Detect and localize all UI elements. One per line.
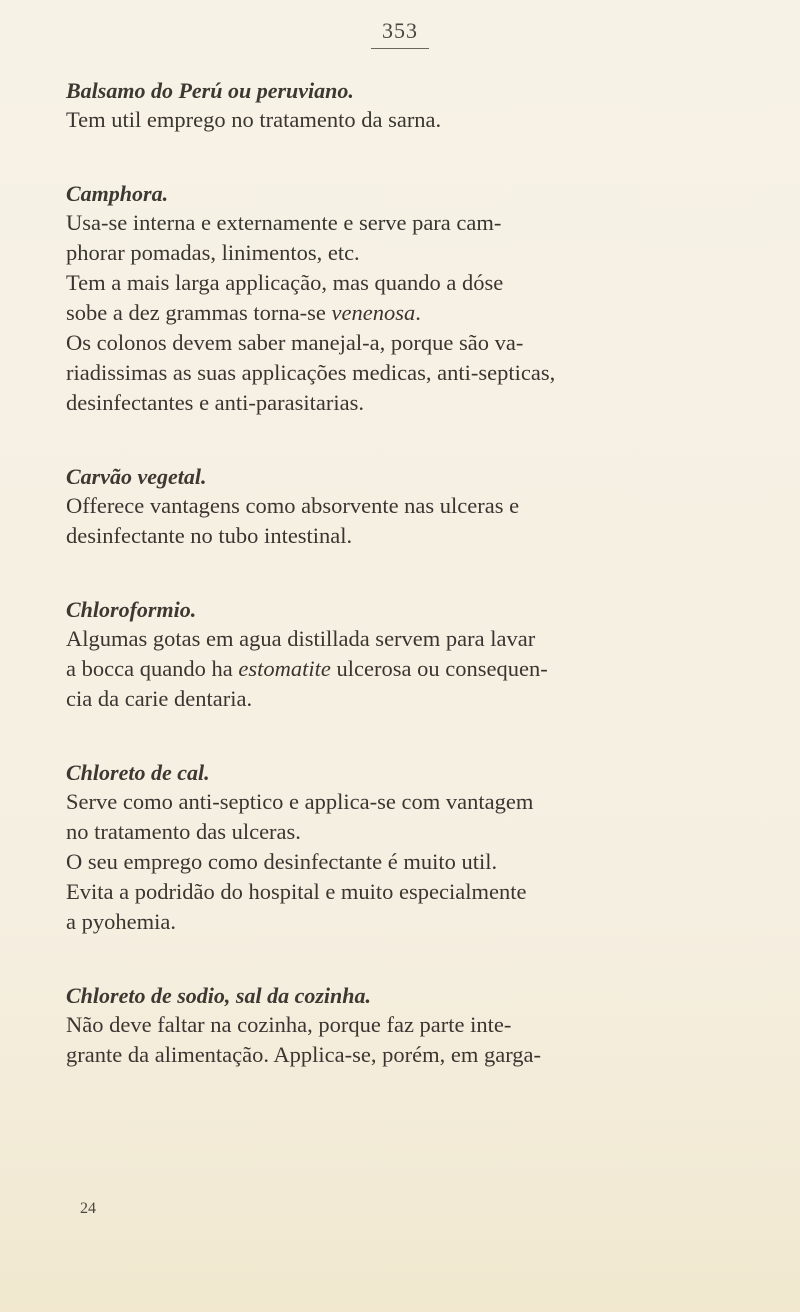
entry-title: Carvão vegetal. xyxy=(66,464,207,489)
text-line: Serve como anti-septico e applica-se com vantagem xyxy=(66,789,534,814)
entry-chloreto-de-sodio xyxy=(66,981,746,1070)
text-line: grante da alimentação. Applica-se, porém, em garga- xyxy=(66,1042,542,1067)
text-line: riadissimas as suas applicações medicas, anti-septicas, xyxy=(66,360,556,385)
text-line: Algumas gotas em agua distillada servem para lavar xyxy=(66,626,536,651)
text-line: Tem a mais larga applicação, mas quando a dóse xyxy=(66,270,504,295)
text-line: Evita a podridão do hospital e muito especialmente xyxy=(66,879,527,904)
entry-text xyxy=(66,624,746,714)
text-line: Os colonos devem saber manejal-a, porque são va- xyxy=(66,330,524,355)
entry-camphora xyxy=(66,179,746,418)
entry-chloreto-de-cal xyxy=(66,758,746,937)
text-line: Usa-se interna e externamente e serve para cam- xyxy=(66,210,502,235)
italic-term: venenosa xyxy=(331,300,416,325)
entry-title: Chloreto de sodio, sal da cozinha. xyxy=(66,983,371,1008)
text-line: cia da carie dentaria. xyxy=(66,686,253,711)
page-number-rule xyxy=(371,48,429,49)
page-number: 353 xyxy=(382,18,418,43)
text-line: O seu emprego como desinfectante é muito util. xyxy=(66,849,498,874)
entry-text xyxy=(66,491,746,551)
text-line: sobe a dez grammas torna-se venenosa. xyxy=(66,300,421,325)
text-line: a bocca quando ha estomatite ulcerosa ou consequen- xyxy=(66,656,548,681)
entry-title: Chloroformio. xyxy=(66,597,197,622)
text-line: no tratamento das ulceras. xyxy=(66,819,301,844)
text-line: phorar pomadas, linimentos, etc. xyxy=(66,240,360,265)
italic-term: estomatite xyxy=(238,656,331,681)
text-line: desinfectantes e anti-parasitarias. xyxy=(66,390,364,415)
text-line: Tem util emprego no tratamento da sarna. xyxy=(66,107,442,132)
entry-text xyxy=(66,208,746,418)
entry-text xyxy=(66,787,746,937)
entry-title: Balsamo do Perú ou peruviano. xyxy=(66,78,354,103)
signature-mark: 24 xyxy=(80,1200,96,1217)
entry-carvao xyxy=(66,462,746,551)
text-line: desinfectante no tubo intestinal. xyxy=(66,523,353,548)
entry-text xyxy=(66,105,746,135)
entry-title: Camphora. xyxy=(66,181,169,206)
text-line: Offerece vantagens como absorvente nas ulceras e xyxy=(66,493,520,518)
entry-text xyxy=(66,1010,746,1070)
entry-title: Chloreto de cal. xyxy=(66,760,210,785)
text-line: Não deve faltar na cozinha, porque faz parte inte- xyxy=(66,1012,512,1037)
entry-balsamo xyxy=(66,76,746,135)
page-content xyxy=(66,76,746,1070)
text-line: a pyohemia. xyxy=(66,909,176,934)
entry-chloroformio xyxy=(66,595,746,714)
